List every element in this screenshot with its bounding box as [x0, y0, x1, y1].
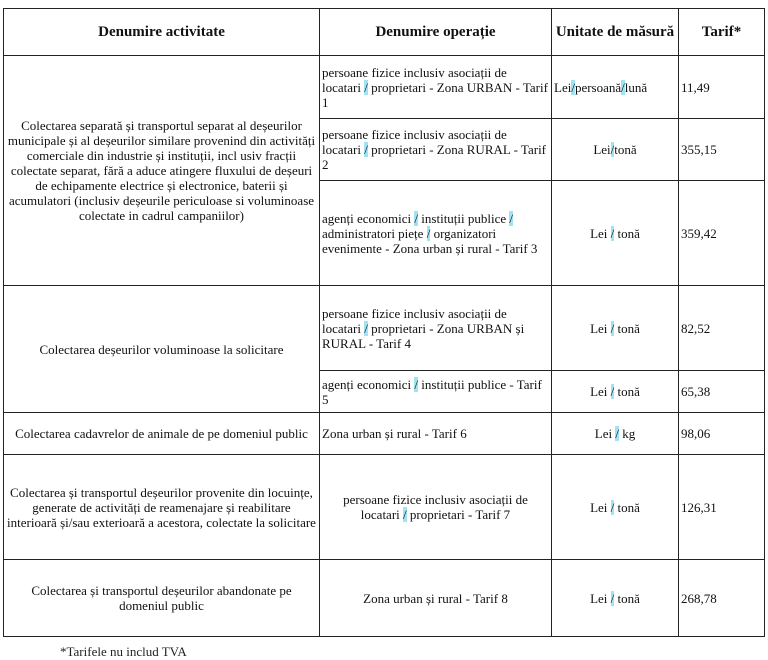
slash-highlight: /: [364, 142, 368, 157]
activity-cell: Colectarea și transportul deșeurilor provenite din locuințe, generate de activități de reamenajare și reabilitare interioară și/sau exterioară a acestora, colectate la solicitare: [4, 455, 320, 560]
unit-cell: Lei / tonă: [552, 560, 679, 637]
tariff-cell: 11,49: [679, 56, 765, 119]
tariff-cell: 82,52: [679, 286, 765, 371]
operation-cell: Zona urban și rural - Tarif 6: [320, 413, 552, 455]
activity-cell: Colectarea și transportul deșeurilor abandonate pe domeniul public: [4, 560, 320, 637]
activity-cell: Colectarea cadavrelor de animale de pe domeniul public: [4, 413, 320, 455]
tariff-cell: 268,78: [679, 560, 765, 637]
tariff-cell: 359,42: [679, 181, 765, 286]
unit-cell: Lei / kg: [552, 413, 679, 455]
tariff-cell: 126,31: [679, 455, 765, 560]
unit-cell: Lei / tonă: [552, 455, 679, 560]
slash-highlight: /: [610, 590, 615, 606]
slash-highlight: /: [621, 79, 625, 95]
header-tariff: Tarif*: [679, 9, 765, 56]
unit-cell: Lei / tonă: [552, 181, 679, 286]
slash-highlight: /: [403, 507, 407, 522]
table-row: [4, 56, 765, 119]
operation-cell: agenți economici / instituții publice / administratori piețe / organizatori evenimente - Zona urban și rural - Tarif 3: [320, 181, 552, 286]
header-unit: Unitate de măsură: [552, 9, 679, 56]
operation-cell: persoane fizice inclusiv asociații de locatari / proprietari - Zona URBAN - Tarif 1: [320, 56, 552, 119]
operation-cell: persoane fizice inclusiv asociații de locatari / proprietari - Tarif 7: [320, 455, 552, 560]
slash-highlight: /: [610, 499, 615, 515]
slash-highlight: /: [364, 320, 368, 336]
unit-cell: Lei / tonă: [552, 286, 679, 371]
unit-cell: Lei / tonă: [552, 371, 679, 413]
operation-cell: agenți economici / instituții publice - Tarif 5: [320, 371, 552, 413]
unit-cell: Lei/persoană/lună: [552, 56, 679, 119]
slash-highlight: /: [414, 210, 419, 226]
slash-highlight: /: [610, 142, 615, 157]
header-row: [4, 9, 765, 56]
slash-highlight: /: [610, 320, 615, 336]
tariff-table: [3, 8, 765, 637]
slash-highlight: /: [610, 225, 615, 241]
activity-cell: Colectarea separată și transportul separat al deșeurilor municipale și al deșeurilor similare provenind din activități comerciale din industrie și instituții, incl usiv fracții colectate separat, fără a aduce atingere fluxului de deșeuri de echipamente electrice și electronice, baterii și acumulatori (inclusiv deșeurile periculoase si voluminoase colectate in cadrul campaniilor): [4, 56, 320, 286]
activity-cell: Colectarea deșeurilor voluminoase la solicitare: [4, 286, 320, 413]
operation-cell: persoane fizice inclusiv asociații de locatari / proprietari - Zona URBAN și RURAL - Tarif 4: [320, 286, 552, 371]
table-row: [4, 455, 765, 560]
header-operation: Denumire operație: [320, 9, 552, 56]
slash-highlight: /: [610, 384, 615, 399]
slash-highlight: /: [615, 426, 619, 441]
table-row: [4, 286, 765, 371]
slash-highlight: /: [364, 79, 368, 95]
slash-highlight: /: [414, 376, 419, 392]
footnote: *Tarifele nu includ TVA: [60, 644, 187, 659]
operation-cell: Zona urban și rural - Tarif 8: [320, 560, 552, 637]
slash-highlight: /: [509, 210, 514, 226]
slash-highlight: /: [426, 225, 431, 241]
tariff-cell: 65,38: [679, 371, 765, 413]
header-activity: Denumire activitate: [4, 9, 320, 56]
table-row: [4, 560, 765, 637]
table-row: [4, 413, 765, 455]
tariff-cell: 98,06: [679, 413, 765, 455]
operation-cell: persoane fizice inclusiv asociații de locatari / proprietari - Zona RURAL - Tarif 2: [320, 119, 552, 181]
slash-highlight: /: [571, 79, 575, 95]
unit-cell: Lei/tonă: [552, 119, 679, 181]
tariff-cell: 355,15: [679, 119, 765, 181]
